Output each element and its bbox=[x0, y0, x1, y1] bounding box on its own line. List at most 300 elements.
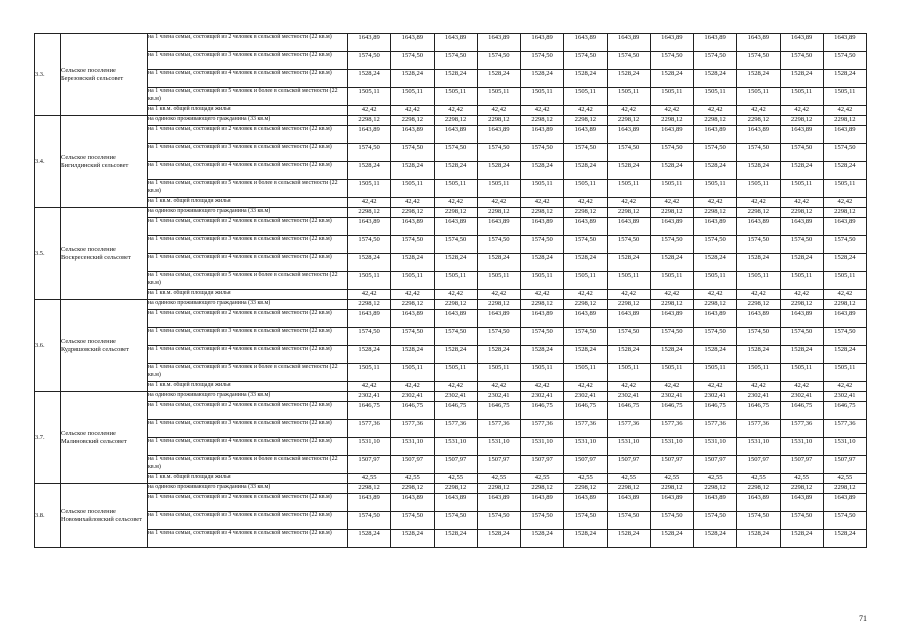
value-cell: 1505,11 bbox=[434, 180, 477, 198]
value-cell: 2298,12 bbox=[694, 116, 737, 126]
value-cell: 1643,89 bbox=[737, 310, 780, 328]
value-cell: 1528,24 bbox=[348, 254, 391, 272]
value-cell: 42,42 bbox=[694, 382, 737, 392]
value-cell: 1574,50 bbox=[477, 144, 520, 162]
value-cell: 1643,89 bbox=[348, 494, 391, 512]
value-cell: 42,42 bbox=[737, 382, 780, 392]
value-cell: 1505,11 bbox=[348, 88, 391, 106]
value-cell: 1528,24 bbox=[434, 254, 477, 272]
value-cell: 1646,75 bbox=[434, 402, 477, 420]
norm-description: на 1 члена семьи, состоящей из 3 человек в сельской местности (22 кв.м) bbox=[148, 420, 348, 438]
value-cell: 1528,24 bbox=[737, 162, 780, 180]
value-cell: 2298,12 bbox=[780, 484, 823, 494]
value-cell: 1574,50 bbox=[564, 328, 607, 346]
value-cell: 1574,50 bbox=[823, 52, 866, 70]
value-cell: 42,42 bbox=[737, 198, 780, 208]
value-cell: 1505,11 bbox=[694, 88, 737, 106]
value-cell: 1505,11 bbox=[521, 272, 564, 290]
value-cell: 1577,36 bbox=[391, 420, 434, 438]
value-cell: 1505,11 bbox=[780, 88, 823, 106]
value-cell: 1577,36 bbox=[521, 420, 564, 438]
value-cell: 1507,97 bbox=[477, 456, 520, 474]
value-cell: 1574,50 bbox=[521, 328, 564, 346]
value-cell: 2298,12 bbox=[434, 208, 477, 218]
value-cell: 1528,24 bbox=[650, 346, 693, 364]
value-cell: 2298,12 bbox=[823, 300, 866, 310]
value-cell: 1577,36 bbox=[823, 420, 866, 438]
value-cell: 1528,24 bbox=[694, 70, 737, 88]
value-cell: 1574,50 bbox=[434, 144, 477, 162]
value-cell: 1505,11 bbox=[477, 88, 520, 106]
value-cell: 1505,11 bbox=[607, 272, 650, 290]
value-cell: 42,42 bbox=[780, 106, 823, 116]
value-cell: 1528,24 bbox=[348, 162, 391, 180]
value-cell: 42,42 bbox=[521, 198, 564, 208]
value-cell: 2298,12 bbox=[434, 484, 477, 494]
value-cell: 42,42 bbox=[521, 290, 564, 300]
value-cell: 1528,24 bbox=[564, 162, 607, 180]
value-cell: 1574,50 bbox=[694, 236, 737, 254]
value-cell: 1528,24 bbox=[434, 530, 477, 548]
value-cell: 1528,24 bbox=[391, 530, 434, 548]
table-row bbox=[35, 438, 867, 456]
value-cell: 1643,89 bbox=[650, 126, 693, 144]
value-cell: 2302,41 bbox=[780, 392, 823, 402]
value-cell: 2298,12 bbox=[780, 208, 823, 218]
value-cell: 1643,89 bbox=[607, 126, 650, 144]
value-cell: 1507,97 bbox=[823, 456, 866, 474]
value-cell: 1528,24 bbox=[694, 346, 737, 364]
norm-description: на 1 члена семьи, состоящей из 3 человек в сельской местности (22 кв.м) bbox=[148, 236, 348, 254]
value-cell: 42,42 bbox=[434, 198, 477, 208]
value-cell: 2298,12 bbox=[521, 116, 564, 126]
value-cell: 1643,89 bbox=[391, 34, 434, 52]
value-cell: 2302,41 bbox=[391, 392, 434, 402]
value-cell: 1646,75 bbox=[607, 402, 650, 420]
table-row bbox=[35, 494, 867, 512]
value-cell: 1643,89 bbox=[348, 34, 391, 52]
value-cell: 2298,12 bbox=[521, 300, 564, 310]
value-cell: 1643,89 bbox=[780, 494, 823, 512]
value-cell: 1505,11 bbox=[823, 88, 866, 106]
norm-description: на одиноко проживающего гражданина (33 кв.м) bbox=[148, 484, 348, 494]
norm-description: на 1 члена семьи, состоящей из 2 человек в сельской местности (22 кв.м) bbox=[148, 310, 348, 328]
value-cell: 1507,97 bbox=[694, 456, 737, 474]
value-cell: 1574,50 bbox=[650, 144, 693, 162]
value-cell: 1643,89 bbox=[521, 218, 564, 236]
value-cell: 1574,50 bbox=[434, 236, 477, 254]
value-cell: 1574,50 bbox=[434, 512, 477, 530]
value-cell: 2302,41 bbox=[521, 392, 564, 402]
value-cell: 2302,41 bbox=[564, 392, 607, 402]
norm-description: на 1 кв.м. общей площади жилья bbox=[148, 382, 348, 392]
value-cell: 42,42 bbox=[607, 382, 650, 392]
value-cell: 1528,24 bbox=[650, 70, 693, 88]
value-cell: 1505,11 bbox=[823, 272, 866, 290]
value-cell: 1574,50 bbox=[477, 328, 520, 346]
value-cell: 42,42 bbox=[694, 290, 737, 300]
value-cell: 2298,12 bbox=[607, 208, 650, 218]
value-cell: 1646,75 bbox=[737, 402, 780, 420]
norm-description: на 1 члена семьи, состоящей из 5 человек и более в сельской местности (22 кв.м) bbox=[148, 272, 348, 290]
norm-description: на 1 члена семьи, состоящей из 5 человек и более в сельской местности (22 кв.м) bbox=[148, 180, 348, 198]
value-cell: 1577,36 bbox=[434, 420, 477, 438]
value-cell: 1646,75 bbox=[564, 402, 607, 420]
value-cell: 1574,50 bbox=[607, 512, 650, 530]
value-cell: 42,42 bbox=[564, 382, 607, 392]
value-cell: 1505,11 bbox=[780, 364, 823, 382]
value-cell: 1643,89 bbox=[650, 310, 693, 328]
value-cell: 1528,24 bbox=[434, 162, 477, 180]
value-cell: 1531,10 bbox=[434, 438, 477, 456]
value-cell: 2298,12 bbox=[391, 300, 434, 310]
value-cell: 1643,89 bbox=[434, 218, 477, 236]
value-cell: 2298,12 bbox=[564, 484, 607, 494]
value-cell: 1574,50 bbox=[780, 144, 823, 162]
value-cell: 1528,24 bbox=[823, 254, 866, 272]
value-cell: 1574,50 bbox=[780, 328, 823, 346]
table-row bbox=[35, 402, 867, 420]
value-cell: 1643,89 bbox=[348, 218, 391, 236]
norm-description: на 1 члена семьи, состоящей из 4 человек в сельской местности (22 кв.м) bbox=[148, 254, 348, 272]
value-cell: 2298,12 bbox=[607, 116, 650, 126]
value-cell: 42,42 bbox=[650, 198, 693, 208]
value-cell: 1505,11 bbox=[348, 364, 391, 382]
value-cell: 42,42 bbox=[737, 106, 780, 116]
value-cell: 2298,12 bbox=[737, 208, 780, 218]
value-cell: 1574,50 bbox=[823, 512, 866, 530]
table-row bbox=[35, 272, 867, 290]
value-cell: 42,55 bbox=[694, 474, 737, 484]
value-cell: 42,42 bbox=[650, 382, 693, 392]
value-cell: 1505,11 bbox=[607, 180, 650, 198]
value-cell: 1528,24 bbox=[737, 70, 780, 88]
value-cell: 1507,97 bbox=[607, 456, 650, 474]
value-cell: 42,55 bbox=[780, 474, 823, 484]
value-cell: 1643,89 bbox=[737, 34, 780, 52]
value-cell: 1643,89 bbox=[477, 310, 520, 328]
value-cell: 1574,50 bbox=[348, 144, 391, 162]
norm-description: на 1 члена семьи, состоящей из 5 человек и более в сельской местности (22 кв.м) bbox=[148, 364, 348, 382]
value-cell: 1528,24 bbox=[521, 70, 564, 88]
value-cell: 1507,97 bbox=[564, 456, 607, 474]
value-cell: 1643,89 bbox=[391, 218, 434, 236]
value-cell: 2302,41 bbox=[348, 392, 391, 402]
value-cell: 1507,97 bbox=[650, 456, 693, 474]
value-cell: 2298,12 bbox=[564, 208, 607, 218]
value-cell: 1528,24 bbox=[823, 530, 866, 548]
value-cell: 1531,10 bbox=[521, 438, 564, 456]
value-cell: 1646,75 bbox=[477, 402, 520, 420]
value-cell: 1528,24 bbox=[650, 162, 693, 180]
value-cell: 1505,11 bbox=[650, 364, 693, 382]
value-cell: 1505,11 bbox=[348, 272, 391, 290]
value-cell: 2298,12 bbox=[737, 116, 780, 126]
value-cell: 42,42 bbox=[737, 290, 780, 300]
table-row bbox=[35, 484, 867, 494]
settlement-name: Сельское поселение Новомихайловский сельсовет bbox=[61, 484, 148, 548]
value-cell: 1643,89 bbox=[823, 34, 866, 52]
value-cell: 1643,89 bbox=[564, 34, 607, 52]
value-cell: 1643,89 bbox=[434, 34, 477, 52]
value-cell: 1643,89 bbox=[564, 218, 607, 236]
value-cell: 1528,24 bbox=[391, 162, 434, 180]
value-cell: 2302,41 bbox=[477, 392, 520, 402]
value-cell: 1505,11 bbox=[391, 180, 434, 198]
value-cell: 2298,12 bbox=[823, 484, 866, 494]
value-cell: 2298,12 bbox=[391, 116, 434, 126]
norm-description: на 1 кв.м. общей площади жилья bbox=[148, 106, 348, 116]
value-cell: 1528,24 bbox=[780, 254, 823, 272]
value-cell: 1531,10 bbox=[823, 438, 866, 456]
value-cell: 1528,24 bbox=[521, 162, 564, 180]
value-cell: 1505,11 bbox=[823, 364, 866, 382]
value-cell: 1528,24 bbox=[607, 70, 650, 88]
table-row bbox=[35, 392, 867, 402]
value-cell: 1531,10 bbox=[650, 438, 693, 456]
value-cell: 1528,24 bbox=[607, 346, 650, 364]
table-row bbox=[35, 364, 867, 382]
norm-description: на 1 члена семьи, состоящей из 4 человек в сельской местности (22 кв.м) bbox=[148, 438, 348, 456]
value-cell: 1643,89 bbox=[434, 310, 477, 328]
norm-description: на 1 члена семьи, состоящей из 4 человек в сельской местности (22 кв.м) bbox=[148, 530, 348, 548]
value-cell: 1531,10 bbox=[694, 438, 737, 456]
value-cell: 1577,36 bbox=[607, 420, 650, 438]
value-cell: 42,42 bbox=[564, 198, 607, 208]
norm-description: на 1 кв.м. общей площади жилья bbox=[148, 198, 348, 208]
value-cell: 2302,41 bbox=[650, 392, 693, 402]
norm-description: на 1 члена семьи, состоящей из 3 человек в сельской местности (22 кв.м) bbox=[148, 328, 348, 346]
value-cell: 1574,50 bbox=[348, 328, 391, 346]
value-cell: 1505,11 bbox=[434, 88, 477, 106]
value-cell: 2298,12 bbox=[650, 300, 693, 310]
value-cell: 1574,50 bbox=[823, 328, 866, 346]
table-row bbox=[35, 116, 867, 126]
table-row bbox=[35, 106, 867, 116]
value-cell: 2298,12 bbox=[650, 116, 693, 126]
value-cell: 2298,12 bbox=[607, 484, 650, 494]
value-cell: 1574,50 bbox=[391, 236, 434, 254]
value-cell: 1574,50 bbox=[477, 512, 520, 530]
value-cell: 42,42 bbox=[607, 106, 650, 116]
value-cell: 1574,50 bbox=[391, 52, 434, 70]
value-cell: 42,55 bbox=[477, 474, 520, 484]
value-cell: 42,55 bbox=[434, 474, 477, 484]
value-cell: 1505,11 bbox=[607, 88, 650, 106]
value-cell: 1643,89 bbox=[521, 126, 564, 144]
value-cell: 1528,24 bbox=[780, 162, 823, 180]
value-cell: 1643,89 bbox=[694, 310, 737, 328]
value-cell: 2298,12 bbox=[391, 208, 434, 218]
value-cell: 1528,24 bbox=[607, 530, 650, 548]
table-row bbox=[35, 88, 867, 106]
value-cell: 1643,89 bbox=[391, 494, 434, 512]
section-index: 3.3. bbox=[35, 34, 61, 116]
value-cell: 1528,24 bbox=[737, 254, 780, 272]
value-cell: 42,42 bbox=[607, 198, 650, 208]
value-cell: 1574,50 bbox=[391, 144, 434, 162]
value-cell: 1643,89 bbox=[348, 310, 391, 328]
value-cell: 1643,89 bbox=[694, 126, 737, 144]
table-body bbox=[35, 34, 867, 548]
value-cell: 1574,50 bbox=[650, 328, 693, 346]
value-cell: 42,42 bbox=[521, 106, 564, 116]
value-cell: 2298,12 bbox=[477, 208, 520, 218]
table-row bbox=[35, 382, 867, 392]
value-cell: 1643,89 bbox=[521, 494, 564, 512]
value-cell: 42,42 bbox=[348, 198, 391, 208]
value-cell: 1643,89 bbox=[391, 126, 434, 144]
value-cell: 1574,50 bbox=[521, 144, 564, 162]
value-cell: 1643,89 bbox=[823, 218, 866, 236]
value-cell: 1505,11 bbox=[348, 180, 391, 198]
value-cell: 1505,11 bbox=[564, 180, 607, 198]
value-cell: 1528,24 bbox=[477, 254, 520, 272]
value-cell: 1643,89 bbox=[564, 126, 607, 144]
value-cell: 42,42 bbox=[348, 382, 391, 392]
value-cell: 1643,89 bbox=[780, 126, 823, 144]
value-cell: 1574,50 bbox=[348, 52, 391, 70]
value-cell: 1643,89 bbox=[521, 310, 564, 328]
value-cell: 2298,12 bbox=[780, 300, 823, 310]
value-cell: 2302,41 bbox=[434, 392, 477, 402]
value-cell: 1528,24 bbox=[737, 346, 780, 364]
value-cell: 1643,89 bbox=[348, 126, 391, 144]
value-cell: 2302,41 bbox=[694, 392, 737, 402]
value-cell: 42,42 bbox=[780, 290, 823, 300]
value-cell: 1643,89 bbox=[521, 34, 564, 52]
value-cell: 2298,12 bbox=[564, 300, 607, 310]
value-cell: 2298,12 bbox=[650, 208, 693, 218]
value-cell: 42,42 bbox=[434, 382, 477, 392]
value-cell: 1574,50 bbox=[564, 52, 607, 70]
value-cell: 2302,41 bbox=[823, 392, 866, 402]
norm-description: на 1 члена семьи, состоящей из 5 человек и более в сельской местности (22 кв.м) bbox=[148, 456, 348, 474]
value-cell: 42,42 bbox=[477, 290, 520, 300]
value-cell: 1531,10 bbox=[477, 438, 520, 456]
value-cell: 1574,50 bbox=[823, 144, 866, 162]
value-cell: 1505,11 bbox=[823, 180, 866, 198]
value-cell: 1574,50 bbox=[650, 52, 693, 70]
value-cell: 42,42 bbox=[650, 106, 693, 116]
value-cell: 1643,89 bbox=[780, 34, 823, 52]
value-cell: 1531,10 bbox=[348, 438, 391, 456]
settlement-name: Сельское поселение Бигилдинский сельсовет bbox=[61, 116, 148, 208]
value-cell: 42,42 bbox=[434, 106, 477, 116]
value-cell: 42,55 bbox=[737, 474, 780, 484]
table-row bbox=[35, 456, 867, 474]
value-cell: 1577,36 bbox=[348, 420, 391, 438]
value-cell: 1505,11 bbox=[391, 272, 434, 290]
value-cell: 1528,24 bbox=[434, 346, 477, 364]
value-cell: 2298,12 bbox=[694, 300, 737, 310]
value-cell: 1528,24 bbox=[521, 346, 564, 364]
value-cell: 1577,36 bbox=[564, 420, 607, 438]
value-cell: 1507,97 bbox=[780, 456, 823, 474]
value-cell: 1505,11 bbox=[477, 272, 520, 290]
value-cell: 2298,12 bbox=[780, 116, 823, 126]
value-cell: 1646,75 bbox=[823, 402, 866, 420]
value-cell: 1528,24 bbox=[391, 346, 434, 364]
value-cell: 1505,11 bbox=[477, 180, 520, 198]
value-cell: 1505,11 bbox=[737, 180, 780, 198]
value-cell: 42,42 bbox=[391, 106, 434, 116]
table-row bbox=[35, 290, 867, 300]
value-cell: 1528,24 bbox=[780, 70, 823, 88]
section-index: 3.4. bbox=[35, 116, 61, 208]
value-cell: 1574,50 bbox=[607, 144, 650, 162]
value-cell: 1528,24 bbox=[564, 530, 607, 548]
value-cell: 1646,75 bbox=[650, 402, 693, 420]
value-cell: 1528,24 bbox=[694, 530, 737, 548]
value-cell: 1505,11 bbox=[650, 88, 693, 106]
value-cell: 1643,89 bbox=[650, 494, 693, 512]
value-cell: 1528,24 bbox=[650, 254, 693, 272]
table-row bbox=[35, 512, 867, 530]
value-cell: 1643,89 bbox=[434, 126, 477, 144]
value-cell: 1505,11 bbox=[521, 364, 564, 382]
norm-description: на 1 члена семьи, состоящей из 4 человек в сельской местности (22 кв.м) bbox=[148, 162, 348, 180]
norm-description: на 1 члена семьи, состоящей из 2 человек в сельской местности (22 кв.м) bbox=[148, 218, 348, 236]
value-cell: 42,42 bbox=[434, 290, 477, 300]
norm-description: на 1 члена семьи, состоящей из 4 человек в сельской местности (22 кв.м) bbox=[148, 346, 348, 364]
value-cell: 1574,50 bbox=[650, 512, 693, 530]
value-cell: 2298,12 bbox=[348, 116, 391, 126]
value-cell: 1574,50 bbox=[564, 512, 607, 530]
tariff-table bbox=[34, 33, 867, 548]
value-cell: 1528,24 bbox=[823, 162, 866, 180]
norm-description: на 1 члена семьи, состоящей из 3 человек в сельской местности (22 кв.м) bbox=[148, 52, 348, 70]
value-cell: 1574,50 bbox=[607, 328, 650, 346]
value-cell: 1505,11 bbox=[780, 272, 823, 290]
table-row bbox=[35, 346, 867, 364]
norm-description: на 1 кв.м. общей площади жилья bbox=[148, 290, 348, 300]
value-cell: 1505,11 bbox=[391, 88, 434, 106]
value-cell: 1505,11 bbox=[477, 364, 520, 382]
value-cell: 1528,24 bbox=[348, 530, 391, 548]
norm-description: на 1 члена семьи, состоящей из 5 человек и более в сельской местности (22 кв.м) bbox=[148, 88, 348, 106]
norm-description: на 1 члена семьи, состоящей из 2 человек в сельской местности (22 кв.м) bbox=[148, 126, 348, 144]
value-cell: 42,42 bbox=[348, 290, 391, 300]
value-cell: 2298,12 bbox=[477, 484, 520, 494]
value-cell: 1531,10 bbox=[607, 438, 650, 456]
value-cell: 1574,50 bbox=[780, 52, 823, 70]
value-cell: 42,42 bbox=[564, 290, 607, 300]
value-cell: 1528,24 bbox=[780, 530, 823, 548]
value-cell: 1528,24 bbox=[521, 254, 564, 272]
table-row bbox=[35, 328, 867, 346]
value-cell: 2298,12 bbox=[477, 116, 520, 126]
value-cell: 42,42 bbox=[650, 290, 693, 300]
table-row bbox=[35, 34, 867, 52]
tariff-table-page bbox=[34, 33, 866, 548]
value-cell: 1505,11 bbox=[434, 272, 477, 290]
table-row bbox=[35, 162, 867, 180]
value-cell: 1577,36 bbox=[650, 420, 693, 438]
value-cell: 1528,24 bbox=[434, 70, 477, 88]
value-cell: 1574,50 bbox=[694, 328, 737, 346]
value-cell: 1643,89 bbox=[823, 126, 866, 144]
value-cell: 1531,10 bbox=[564, 438, 607, 456]
value-cell: 1574,50 bbox=[737, 512, 780, 530]
section-index: 3.7. bbox=[35, 392, 61, 484]
table-row bbox=[35, 52, 867, 70]
value-cell: 1507,97 bbox=[737, 456, 780, 474]
value-cell: 1505,11 bbox=[780, 180, 823, 198]
value-cell: 1528,24 bbox=[823, 70, 866, 88]
value-cell: 1643,89 bbox=[737, 126, 780, 144]
table-row bbox=[35, 126, 867, 144]
